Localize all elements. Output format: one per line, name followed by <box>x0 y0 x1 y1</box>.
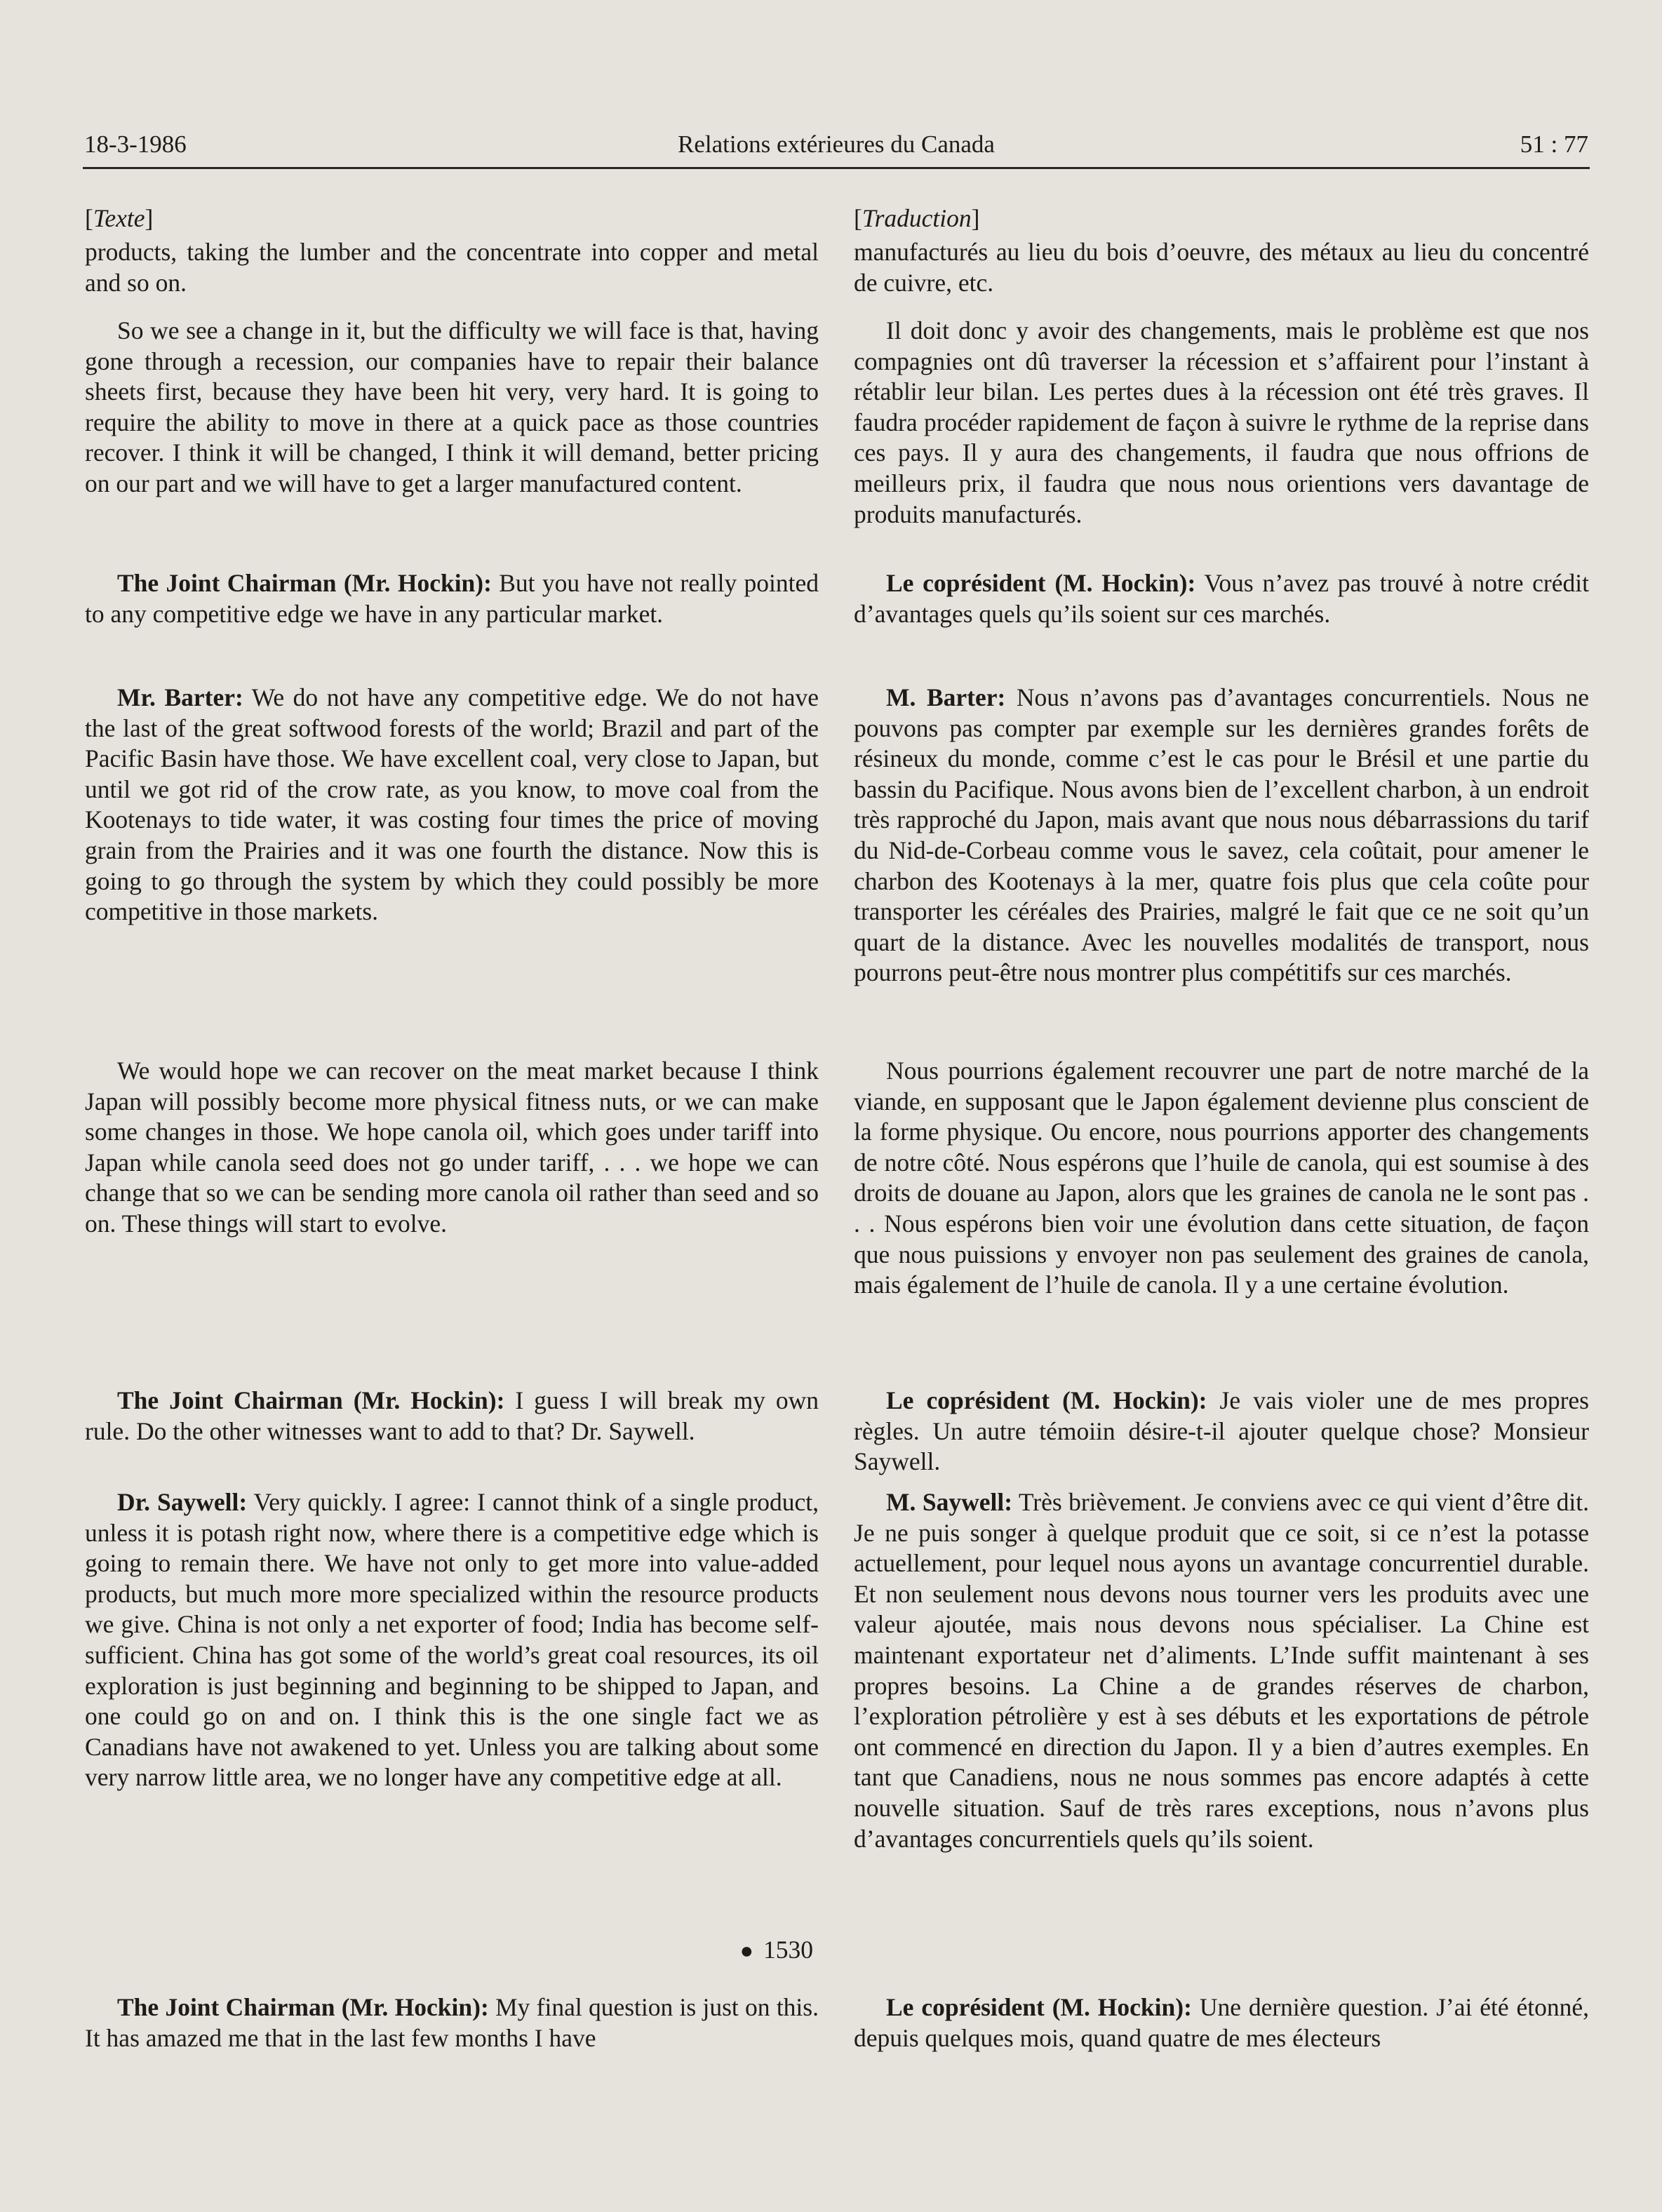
paragraph-continued: products, taking the lumber and the concentrate into copper and metal and so on. <box>85 238 819 297</box>
speaker-name: Le coprésident (M. Hockin): <box>886 1993 1192 2021</box>
paragraph: So we see a change in it, but the difficulty we will face is that, having gone through a recession, our companies have to repair their balance sheets first, because they have been hit very, very hard. It is going to require the ability to move in there at a quick pace as those countries recover. I think it will be changed, I think it will demand, better pricing on our part and we will have to get a larger manufactured content. <box>85 316 819 497</box>
header-page-number: 51 : 77 <box>1520 130 1588 158</box>
speaker-name: M. Barter: <box>886 683 1006 711</box>
column-label-traduction: [Traduction] <box>854 204 980 232</box>
paragraph: Il doit donc y avoir des changements, mais le problème est que nos compagnies ont dû traverser la récession et s’affairent pour l’instant à rétablir leur bilan. Les pertes dues à la récession ont été très graves. Il faudra procéder rapidement de façon à suivre le rythme de la reprise dans ces pays. Il y aura des changements, il faudra que nous offrions de meilleurs prix, il faudra que nous nous orientions vers davantage de produits manufacturés. <box>854 316 1589 528</box>
speaker-name: Dr. Saywell: <box>117 1488 248 1516</box>
speaker-paragraph: The Joint Chairman (Mr. Hockin): But you have not really pointed to any competitive edge we have in any particular market. <box>85 569 819 628</box>
speaker-name: The Joint Chairman (Mr. Hockin): <box>117 569 492 597</box>
header-title: Relations extérieures du Canada <box>678 130 995 158</box>
bullet-icon: ● <box>739 1938 753 1963</box>
speaker-name: Le coprésident (M. Hockin): <box>886 569 1196 597</box>
speaker-name: The Joint Chairman (Mr. Hockin): <box>117 1386 505 1414</box>
speaker-paragraph: Le coprésident (M. Hockin): Une dernière question. J’ai été étonné, depuis quelques mois, quand quatre de mes électeurs <box>854 1993 1589 2052</box>
speaker-name: Mr. Barter: <box>117 683 243 711</box>
paragraph: We would hope we can recover on the meat market because I think Japan will possibly become more physical fitness nuts, or we can make some changes in those. We hope canola oil, which goes under tariff into Japan while canola seed does not go under tariff, . . . we hope we can change that so we can be sending more canola oil rather than seed and so on. These things will start to evolve. <box>85 1057 819 1238</box>
speaker-paragraph: The Joint Chairman (Mr. Hockin): I guess I will break my own rule. Do the other witnesses want to add to that? Dr. Saywell. <box>85 1386 819 1445</box>
speaker-name: M. Saywell: <box>886 1488 1013 1516</box>
time-marker: ● 1530 <box>739 1936 813 1964</box>
paragraph-continued: manufacturés au lieu du bois d’oeuvre, des métaux au lieu du concentré de cuivre, etc. <box>854 238 1589 297</box>
paragraph: Nous pourrions également recouvrer une part de notre marché de la viande, en supposant que le Japon également devienne plus conscient de la forme physique. Ou encore, nous pourrions apporter des changements de notre côté. Nous espérons que l’huile de canola, qui est soumise à des droits de douane au Japon, alors que les graines de canola ne le sont pas . . . Nous espérons bien voir une évolution dans cette situation, de façon que nous puissions y envoyer non pas seulement des graines de canola, mais également de l’huile de canola. Il y a une certaine évolution. <box>854 1057 1589 1299</box>
running-header <box>83 128 1590 169</box>
speaker-paragraph: Dr. Saywell: Very quickly. I agree: I cannot think of a single product, unless it is potash right now, where there is a competitive edge which is going to remain there. We have not only to get more into value-added products, but much more more specialized within the resource products we give. China is not only a net exporter of food; India has become self-sufficient. China has got some of the world’s great coal resources, its oil exploration is just beginning and beginning to be shipped to Japan, and one could go on and on. I think this is the one single fact we as Canadians have not awakened to yet. Unless you are talking about some very narrow little area, we no longer have any competitive edge at all. <box>85 1488 819 1792</box>
speaker-paragraph: Le coprésident (M. Hockin): Je vais violer une de mes propres règles. Un autre témoiin désire-t-il ajouter quelque chose? Monsieur Saywell. <box>854 1386 1589 1476</box>
speaker-name: Le coprésident (M. Hockin): <box>886 1386 1207 1414</box>
column-label-texte: [Texte] <box>85 204 154 232</box>
speaker-name: The Joint Chairman (Mr. Hockin): <box>117 1993 489 2021</box>
speaker-paragraph: M. Saywell: Très brièvement. Je conviens avec ce qui vient d’être dit. Je ne puis songer à quelque produit que ce soit, si ce n’est la potasse actuellement, pour lequel nous ayons un avantage concurrentiel durable. Et non seulement nous devons nous tourner vers les produits avec une valeur ajoutée, mais nous devons nous spécialiser. La Chine est maintenant exportateur net d’aliments. L’Inde suffit maintenant à ses propres besoins. La Chine a de grandes réserves de charbon, l’exploration pétrolière y est à ses débuts et les exportations de pétrole ont commencé en direction du Japon. Il y a bien d’autres exemples. En tant que Canadiens, nous ne nous sommes pas encore adaptés à cette nouvelle situation. Sauf de très rares exceptions, nous n’avons plus d’avantages concurrentiels quels qu’ils soient. <box>854 1488 1589 1853</box>
speaker-paragraph: M. Barter: Nous n’avons pas d’avantages concurrentiels. Nous ne pouvons pas compter par exemple sur les dernières grandes forêts de résineux du monde, comme c’est le cas pour le Brésil et une partie du bassin du Pacifique. Nous avons bien de l’excellent charbon, à un endroit très rapproché du Japon, mais avant que nous nous débarrassions du tarif du Nid-de-Corbeau comme vous le savez, cela coûtait, pour amener le charbon des Kootenays à la mer, quatre fois plus que cela coûte pour transporter les céréales des Prairies, malgré le fait que ce ne soit qu’un quart de la distance. Avec les nouvelles modalités de transport, nous pourrons peut-être nous montrer plus compétitifs sur ces marchés. <box>854 683 1589 987</box>
header-date: 18-3-1986 <box>84 130 187 158</box>
speaker-paragraph: The Joint Chairman (Mr. Hockin): My final question is just on this. It has amazed me that in the last few months I have <box>85 1993 819 2052</box>
speaker-paragraph: Mr. Barter: We do not have any competitive edge. We do not have the last of the great softwood forests of the world; Brazil and part of the Pacific Basin have those. We have excellent coal, very close to Japan, but until we got rid of the crow rate, as you know, to move coal from the Kootenays to tide water, it was costing four times the price of moving grain from the Prairies and it was one fourth the distance. Now this is going to go through the system by which they could possibly be more competitive in those markets. <box>85 683 819 926</box>
speaker-paragraph: Le coprésident (M. Hockin): Vous n’avez pas trouvé à notre crédit d’avantages quels qu’ils soient sur ces marchés. <box>854 569 1589 628</box>
